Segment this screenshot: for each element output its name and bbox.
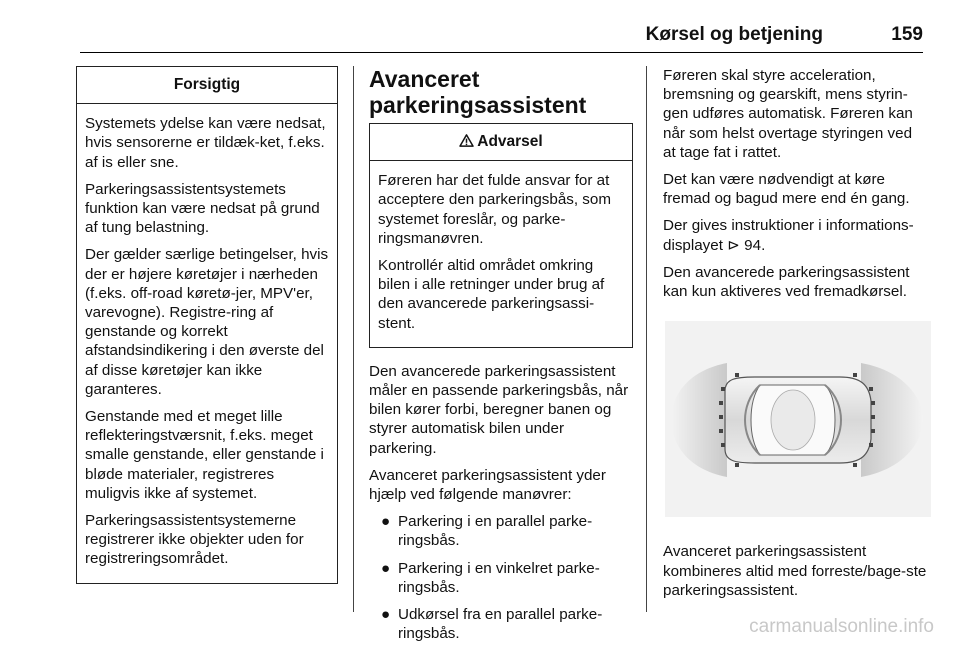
closing-paragraph: Avanceret parkeringsassistent kombineres altid med forreste/bage-ste parkeringsassistent. [663,543,927,599]
warning-box [369,123,633,348]
page-header [80,18,923,53]
caution-paragraph: Parkeringsassistentsystemets funktion kan være nedsat på grund af tung belastning. [85,180,320,237]
bullet: ● [381,513,391,531]
warning-triangle-icon [459,134,474,147]
info-reference-paragraph: Der gives instruktioner i informations-displayet ⊳ 94. [663,217,914,254]
chapter-title: Kørsel og betjening [645,24,823,45]
info-text: Der gives instruktioner i informations-displayet [663,217,914,254]
caution-paragraph: Systemets ydelse kan være nedsat, hvis sensorerne er tildæk-ket, f.eks. af is eller sne. [85,115,326,171]
column-divider [646,66,647,612]
warning-paragraph: Føreren har det fulde ansvar for at acceptere den parkeringsbås, som systemet foreslår, og parke-ringsmanøvren. [378,172,612,247]
list-item [369,605,633,643]
maneuver-list [369,512,633,643]
watermark: carmanualsonline.info [749,616,934,637]
warning-title: Advarsel [477,133,543,150]
middle-column [369,66,633,651]
list-item [369,512,633,550]
warning-paragraph: Kontrollér altid området omkring bilen i alle retninger under brug af den avancerede parkeringsassi-stent. [378,257,605,332]
section-title-line: parkeringsassistent [369,92,587,118]
list-intro: Avanceret parkeringsassistent yder hjælp ved følgende manøvrer: [369,466,606,504]
body-paragraph: Føreren skal styre acceleration, bremsning og gearskift, mens styrin-gen udføres automatisk. Føreren kan når som helst overtage styringen ved at tage fat i rattet. [663,67,913,161]
warning-body [370,161,632,347]
caution-title: Forsigtig [77,67,337,104]
car-top-view [725,377,871,463]
list-item [369,559,633,597]
list-item-text: Udkørsel fra en parallel parke-ringsbås. [398,606,603,643]
caution-paragraph: Genstande med et meget lille reflekteringstværsnit, f.eks. meget smalle genstande, eller genstande i bløde materialer, registreres muligvis ikke af systemet. [85,408,324,502]
bullet: ● [381,606,391,624]
list-item-text: Parkering i en vinkelret parke-ringsbås. [398,559,600,596]
caution-paragraph: Parkeringsassistentsystemerne registrerer ikke objekter uden for registreringsområdet. [85,512,304,568]
caution-box [76,66,338,584]
section-title-line: Avanceret [369,66,480,92]
page-reference[interactable]: 94 [744,236,762,254]
right-column [663,66,928,608]
page-number: 159 [891,24,923,45]
car-with-sensor-zones-illustration [665,321,931,517]
bullet: ● [381,559,391,577]
list-item-text: Parkering i en parallel parke-ringsbås. [398,513,593,550]
body-paragraph: Det kan være nødvendigt at køre fremad og bagud mere end én gang. [663,171,910,208]
section-title [369,66,633,118]
intro-paragraph: Den avancerede parkeringsassistent måler en passende parkeringsbås, når bilen kører forbi, beregner banen og styrer automatisk bilen under parkering. [369,362,629,457]
caution-paragraph: Der gælder særlige betingelser, hvis der er højere køretøjer i nærheden (f.eks. off-road køretø-jer, MPV'er, varevogne). Registre-ring af genstande og korrekt afstandsindikering i den øverste del af disse køretøjer kan ikke garanteres. [85,246,329,398]
column-divider [353,66,354,612]
body-paragraph: Den avancerede parkeringsassistent kan kun aktiveres ved fremadkørsel. [663,263,910,301]
caution-body [77,104,337,582]
left-column [76,66,338,584]
page-reference-arrow-icon: ⊳ [727,236,740,254]
warning-header [370,124,632,161]
